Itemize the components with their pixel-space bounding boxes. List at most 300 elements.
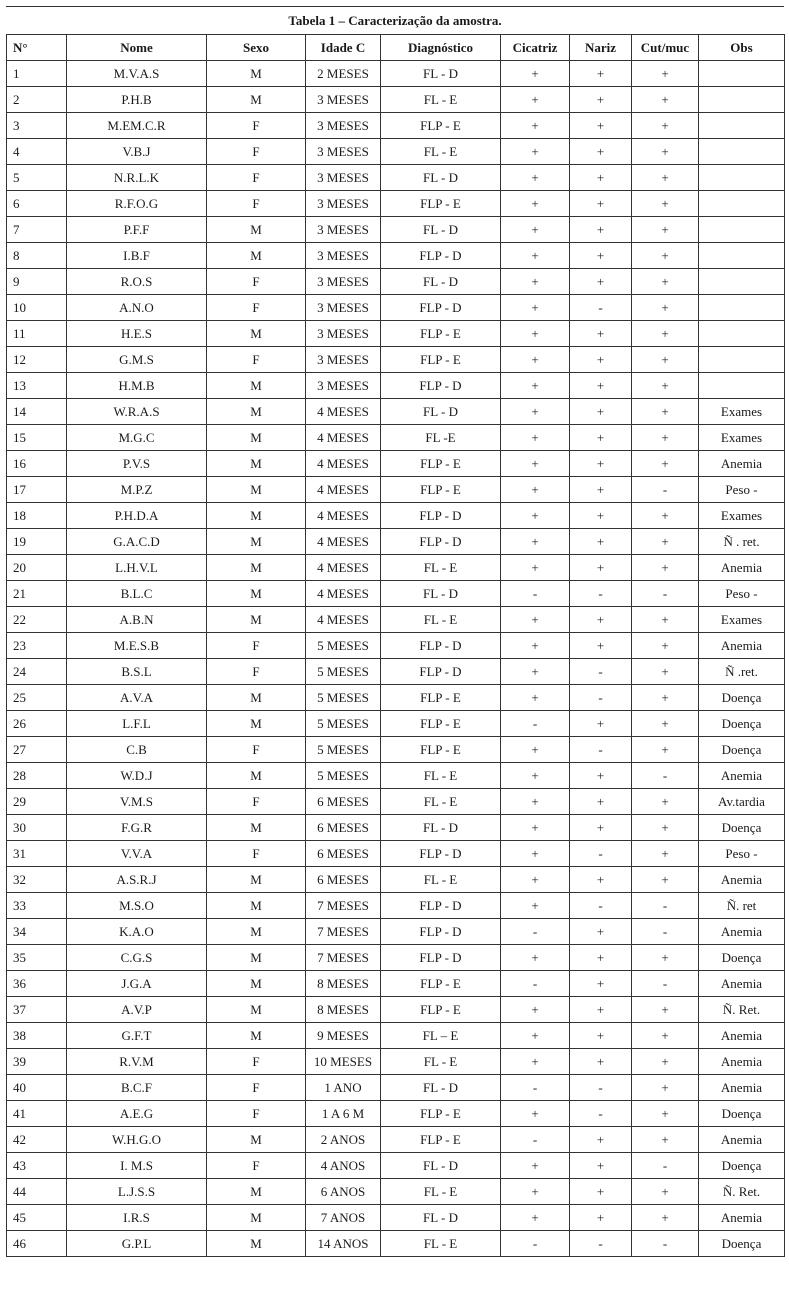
cell-diagnostico: FLP - E — [381, 191, 501, 217]
cell-idade: 7 ANOS — [306, 1205, 381, 1231]
cell-cicatriz: - — [501, 1075, 570, 1101]
cell-nome: W.R.A.S — [67, 399, 207, 425]
cell-diagnostico: FLP - E — [381, 685, 501, 711]
cell-nome: A.V.A — [67, 685, 207, 711]
cell-idade: 5 MESES — [306, 633, 381, 659]
cell-sexo: M — [207, 373, 306, 399]
cell-obs: Anemia — [699, 867, 785, 893]
table-row — [7, 1049, 785, 1075]
table-row — [7, 1205, 785, 1231]
cell-idade: 3 MESES — [306, 243, 381, 269]
cell-diagnostico: FLP - D — [381, 529, 501, 555]
cell-cicatriz: + — [501, 61, 570, 87]
cell-idade: 6 ANOS — [306, 1179, 381, 1205]
cell-cicatriz: + — [501, 243, 570, 269]
cell-cutmuc: + — [632, 529, 699, 555]
table-row — [7, 1101, 785, 1127]
cell-nome: G.P.L — [67, 1231, 207, 1257]
cell-obs: Anemia — [699, 1023, 785, 1049]
cell-cutmuc: + — [632, 295, 699, 321]
header-cell-cicatriz: Cicatriz — [501, 35, 570, 61]
cell-diagnostico: FL - E — [381, 867, 501, 893]
cell-nariz: + — [570, 425, 632, 451]
cell-sexo: M — [207, 997, 306, 1023]
cell-diagnostico: FLP - D — [381, 919, 501, 945]
cell-idade: 2 ANOS — [306, 1127, 381, 1153]
cell-nariz: - — [570, 1101, 632, 1127]
cell-cicatriz: + — [501, 425, 570, 451]
table-row — [7, 867, 785, 893]
cell-cicatriz: - — [501, 1127, 570, 1153]
cell-obs: Doença — [699, 711, 785, 737]
cell-nome: P.F.F — [67, 217, 207, 243]
cell-cutmuc: + — [632, 841, 699, 867]
cell-num: 20 — [7, 555, 67, 581]
table-row — [7, 295, 785, 321]
cell-idade: 4 ANOS — [306, 1153, 381, 1179]
cell-nariz: + — [570, 373, 632, 399]
cell-sexo: F — [207, 295, 306, 321]
cell-idade: 5 MESES — [306, 711, 381, 737]
cell-nome: P.H.B — [67, 87, 207, 113]
cell-diagnostico: FL - D — [381, 1153, 501, 1179]
table-row — [7, 87, 785, 113]
cell-cicatriz: + — [501, 867, 570, 893]
cell-diagnostico: FL - E — [381, 763, 501, 789]
cell-diagnostico: FLP - E — [381, 711, 501, 737]
cell-cicatriz: + — [501, 685, 570, 711]
cell-sexo: F — [207, 165, 306, 191]
cell-nome: C.B — [67, 737, 207, 763]
table-row — [7, 1075, 785, 1101]
cell-nariz: + — [570, 451, 632, 477]
cell-idade: 10 MESES — [306, 1049, 381, 1075]
cell-idade: 3 MESES — [306, 295, 381, 321]
cell-cicatriz: + — [501, 555, 570, 581]
cell-nome: L.J.S.S — [67, 1179, 207, 1205]
cell-sexo: M — [207, 893, 306, 919]
cell-diagnostico: FL - E — [381, 139, 501, 165]
cell-nome: V.B.J — [67, 139, 207, 165]
cell-obs: Peso - — [699, 477, 785, 503]
cell-obs — [699, 295, 785, 321]
cell-nome: M.G.C — [67, 425, 207, 451]
cell-sexo: M — [207, 243, 306, 269]
cell-nariz: + — [570, 61, 632, 87]
cell-idade: 3 MESES — [306, 269, 381, 295]
cell-num: 30 — [7, 815, 67, 841]
cell-cutmuc: + — [632, 399, 699, 425]
table-row — [7, 139, 785, 165]
cell-sexo: M — [207, 815, 306, 841]
cell-cicatriz: - — [501, 581, 570, 607]
cell-idade: 4 MESES — [306, 581, 381, 607]
cell-nariz: - — [570, 841, 632, 867]
cell-obs: Anemia — [699, 1205, 785, 1231]
cell-sexo: F — [207, 191, 306, 217]
cell-obs: Exames — [699, 399, 785, 425]
table-row — [7, 893, 785, 919]
cell-num: 16 — [7, 451, 67, 477]
cell-num: 7 — [7, 217, 67, 243]
cell-sexo: F — [207, 1075, 306, 1101]
table-row — [7, 815, 785, 841]
sample-table — [6, 34, 785, 1257]
cell-sexo: F — [207, 737, 306, 763]
header-cell-sexo: Sexo — [207, 35, 306, 61]
cell-sexo: F — [207, 139, 306, 165]
cell-nariz: + — [570, 1179, 632, 1205]
table-row — [7, 685, 785, 711]
cell-cutmuc: + — [632, 633, 699, 659]
cell-nome: C.G.S — [67, 945, 207, 971]
cell-nariz: + — [570, 347, 632, 373]
cell-cicatriz: + — [501, 113, 570, 139]
table-row — [7, 451, 785, 477]
cell-cicatriz: + — [501, 269, 570, 295]
cell-nome: M.S.O — [67, 893, 207, 919]
cell-num: 6 — [7, 191, 67, 217]
cell-idade: 4 MESES — [306, 529, 381, 555]
cell-obs: Exames — [699, 503, 785, 529]
cell-obs — [699, 321, 785, 347]
cell-nome: L.H.V.L — [67, 555, 207, 581]
table-row — [7, 1231, 785, 1257]
cell-cicatriz: + — [501, 347, 570, 373]
cell-nome: G.M.S — [67, 347, 207, 373]
table-row — [7, 347, 785, 373]
cell-sexo: M — [207, 503, 306, 529]
cell-obs — [699, 191, 785, 217]
cell-diagnostico: FLP - D — [381, 945, 501, 971]
cell-idade: 3 MESES — [306, 139, 381, 165]
cell-num: 5 — [7, 165, 67, 191]
cell-num: 39 — [7, 1049, 67, 1075]
cell-num: 33 — [7, 893, 67, 919]
table-row — [7, 607, 785, 633]
cell-idade: 4 MESES — [306, 451, 381, 477]
cell-nariz: + — [570, 1049, 632, 1075]
cell-diagnostico: FLP - E — [381, 477, 501, 503]
cell-cutmuc: - — [632, 477, 699, 503]
table-row — [7, 217, 785, 243]
cell-diagnostico: FL -E — [381, 425, 501, 451]
cell-cutmuc: + — [632, 1049, 699, 1075]
cell-nariz: + — [570, 321, 632, 347]
cell-nariz: + — [570, 217, 632, 243]
cell-num: 2 — [7, 87, 67, 113]
cell-cicatriz: + — [501, 737, 570, 763]
cell-obs: Ñ. Ret. — [699, 1179, 785, 1205]
cell-num: 1 — [7, 61, 67, 87]
cell-obs: Ñ. ret — [699, 893, 785, 919]
cell-cutmuc: - — [632, 919, 699, 945]
cell-idade: 4 MESES — [306, 399, 381, 425]
cell-cicatriz: - — [501, 971, 570, 997]
table-row — [7, 841, 785, 867]
cell-cicatriz: + — [501, 1023, 570, 1049]
cell-nome: A.B.N — [67, 607, 207, 633]
cell-cutmuc: + — [632, 607, 699, 633]
cell-obs: Doença — [699, 815, 785, 841]
cell-nariz: + — [570, 945, 632, 971]
cell-idade: 14 ANOS — [306, 1231, 381, 1257]
cell-sexo: M — [207, 529, 306, 555]
cell-nariz: - — [570, 659, 632, 685]
cell-cicatriz: + — [501, 503, 570, 529]
cell-nome: R.V.M — [67, 1049, 207, 1075]
table-row — [7, 191, 785, 217]
cell-cicatriz: + — [501, 789, 570, 815]
cell-obs: Exames — [699, 425, 785, 451]
cell-cutmuc: + — [632, 867, 699, 893]
cell-sexo: M — [207, 763, 306, 789]
cell-obs — [699, 373, 785, 399]
table-row — [7, 399, 785, 425]
cell-cutmuc: - — [632, 1231, 699, 1257]
cell-cutmuc: + — [632, 1075, 699, 1101]
cell-cutmuc: + — [632, 789, 699, 815]
cell-cicatriz: + — [501, 1179, 570, 1205]
cell-idade: 3 MESES — [306, 347, 381, 373]
cell-obs: Ñ . ret. — [699, 529, 785, 555]
cell-sexo: M — [207, 867, 306, 893]
cell-num: 21 — [7, 581, 67, 607]
table-row — [7, 373, 785, 399]
cell-num: 34 — [7, 919, 67, 945]
cell-nariz: + — [570, 1127, 632, 1153]
cell-cutmuc: + — [632, 997, 699, 1023]
cell-obs: Anemia — [699, 1127, 785, 1153]
cell-nome: A.V.P — [67, 997, 207, 1023]
table-row — [7, 633, 785, 659]
cell-cutmuc: + — [632, 347, 699, 373]
cell-idade: 3 MESES — [306, 87, 381, 113]
cell-sexo: M — [207, 61, 306, 87]
cell-num: 28 — [7, 763, 67, 789]
cell-num: 14 — [7, 399, 67, 425]
cell-obs — [699, 243, 785, 269]
table-row — [7, 503, 785, 529]
cell-idade: 6 MESES — [306, 789, 381, 815]
cell-sexo: M — [207, 477, 306, 503]
cell-idade: 6 MESES — [306, 867, 381, 893]
cell-num: 25 — [7, 685, 67, 711]
cell-num: 19 — [7, 529, 67, 555]
header-cell-nome: Nome — [67, 35, 207, 61]
cell-sexo: M — [207, 87, 306, 113]
cell-nariz: + — [570, 1205, 632, 1231]
cell-obs: Peso - — [699, 841, 785, 867]
table-body — [7, 61, 785, 1257]
cell-sexo: M — [207, 451, 306, 477]
cell-diagnostico: FL - E — [381, 789, 501, 815]
cell-cutmuc: + — [632, 711, 699, 737]
cell-obs — [699, 347, 785, 373]
cell-idade: 3 MESES — [306, 217, 381, 243]
cell-sexo: M — [207, 555, 306, 581]
cell-idade: 4 MESES — [306, 555, 381, 581]
cell-nariz: - — [570, 295, 632, 321]
cell-sexo: M — [207, 607, 306, 633]
cell-diagnostico: FL - D — [381, 1075, 501, 1101]
cell-idade: 5 MESES — [306, 685, 381, 711]
cell-nariz: + — [570, 815, 632, 841]
cell-num: 46 — [7, 1231, 67, 1257]
cell-diagnostico: FLP - D — [381, 633, 501, 659]
cell-num: 32 — [7, 867, 67, 893]
cell-cicatriz: + — [501, 1153, 570, 1179]
cell-nome: N.R.L.K — [67, 165, 207, 191]
cell-cutmuc: + — [632, 815, 699, 841]
cell-obs: Doença — [699, 1101, 785, 1127]
cell-nariz: + — [570, 1153, 632, 1179]
cell-obs: Ñ .ret. — [699, 659, 785, 685]
cell-nariz: + — [570, 919, 632, 945]
cell-cicatriz: + — [501, 87, 570, 113]
cell-nome: B.L.C — [67, 581, 207, 607]
table-container — [6, 6, 784, 1257]
table-row — [7, 61, 785, 87]
cell-nome: R.O.S — [67, 269, 207, 295]
cell-cutmuc: + — [632, 737, 699, 763]
cell-cutmuc: + — [632, 685, 699, 711]
cell-nariz: + — [570, 763, 632, 789]
cell-diagnostico: FLP - E — [381, 113, 501, 139]
cell-idade: 5 MESES — [306, 763, 381, 789]
cell-obs — [699, 139, 785, 165]
cell-cicatriz: + — [501, 399, 570, 425]
cell-obs: Av.tardia — [699, 789, 785, 815]
cell-nariz: - — [570, 685, 632, 711]
table-row — [7, 321, 785, 347]
cell-cutmuc: - — [632, 971, 699, 997]
cell-num: 24 — [7, 659, 67, 685]
cell-sexo: M — [207, 581, 306, 607]
table-row — [7, 477, 785, 503]
cell-num: 27 — [7, 737, 67, 763]
cell-nariz: + — [570, 477, 632, 503]
cell-sexo: M — [207, 1179, 306, 1205]
cell-cicatriz: - — [501, 711, 570, 737]
cell-obs: Anemia — [699, 1075, 785, 1101]
cell-cutmuc: + — [632, 61, 699, 87]
cell-num: 3 — [7, 113, 67, 139]
cell-obs: Anemia — [699, 1049, 785, 1075]
cell-obs: Anemia — [699, 971, 785, 997]
cell-diagnostico: FL - E — [381, 1231, 501, 1257]
cell-nome: M.E.S.B — [67, 633, 207, 659]
cell-cutmuc: + — [632, 87, 699, 113]
table-row — [7, 529, 785, 555]
cell-num: 12 — [7, 347, 67, 373]
cell-diagnostico: FLP - E — [381, 1127, 501, 1153]
cell-nome: A.E.G — [67, 1101, 207, 1127]
cell-nome: G.F.T — [67, 1023, 207, 1049]
cell-cicatriz: + — [501, 295, 570, 321]
header-cell-nariz: Nariz — [570, 35, 632, 61]
cell-idade: 4 MESES — [306, 477, 381, 503]
table-row — [7, 1179, 785, 1205]
header-cell-obs: Obs — [699, 35, 785, 61]
cell-sexo: F — [207, 347, 306, 373]
cell-sexo: F — [207, 1101, 306, 1127]
cell-cutmuc: + — [632, 1127, 699, 1153]
cell-obs: Doença — [699, 945, 785, 971]
cell-cutmuc: + — [632, 555, 699, 581]
cell-num: 15 — [7, 425, 67, 451]
cell-obs: Ñ. Ret. — [699, 997, 785, 1023]
cell-idade: 3 MESES — [306, 321, 381, 347]
table-caption: Tabela 1 – Caracterização da amostra. — [6, 6, 784, 34]
cell-nariz: + — [570, 789, 632, 815]
cell-nariz: + — [570, 399, 632, 425]
cell-cicatriz: + — [501, 1205, 570, 1231]
cell-nome: M.EM.C.R — [67, 113, 207, 139]
cell-diagnostico: FLP - D — [381, 295, 501, 321]
cell-nome: W.D.J — [67, 763, 207, 789]
cell-num: 43 — [7, 1153, 67, 1179]
table-row — [7, 1023, 785, 1049]
cell-obs: Anemia — [699, 451, 785, 477]
cell-nome: F.G.R — [67, 815, 207, 841]
cell-idade: 6 MESES — [306, 841, 381, 867]
cell-sexo: M — [207, 919, 306, 945]
cell-nariz: + — [570, 607, 632, 633]
cell-num: 26 — [7, 711, 67, 737]
cell-idade: 7 MESES — [306, 919, 381, 945]
cell-cutmuc: + — [632, 165, 699, 191]
cell-nome: G.A.C.D — [67, 529, 207, 555]
cell-nariz: + — [570, 997, 632, 1023]
cell-cutmuc: - — [632, 893, 699, 919]
cell-nome: P.V.S — [67, 451, 207, 477]
table-row — [7, 165, 785, 191]
cell-diagnostico: FLP - D — [381, 373, 501, 399]
cell-sexo: M — [207, 711, 306, 737]
cell-idade: 3 MESES — [306, 191, 381, 217]
cell-cicatriz: + — [501, 477, 570, 503]
cell-nome: B.C.F — [67, 1075, 207, 1101]
cell-idade: 3 MESES — [306, 165, 381, 191]
cell-sexo: M — [207, 1231, 306, 1257]
table-row — [7, 581, 785, 607]
cell-cutmuc: + — [632, 1179, 699, 1205]
cell-cutmuc: + — [632, 217, 699, 243]
table-row — [7, 763, 785, 789]
cell-diagnostico: FL - D — [381, 165, 501, 191]
cell-cicatriz: + — [501, 659, 570, 685]
cell-nariz: + — [570, 113, 632, 139]
cell-num: 8 — [7, 243, 67, 269]
cell-diagnostico: FL - E — [381, 87, 501, 113]
cell-idade: 3 MESES — [306, 113, 381, 139]
cell-cutmuc: + — [632, 1101, 699, 1127]
cell-cutmuc: + — [632, 373, 699, 399]
cell-nariz: - — [570, 581, 632, 607]
cell-obs: Anemia — [699, 555, 785, 581]
cell-diagnostico: FL - E — [381, 607, 501, 633]
cell-diagnostico: FL - E — [381, 1049, 501, 1075]
cell-cutmuc: + — [632, 321, 699, 347]
cell-diagnostico: FLP - D — [381, 841, 501, 867]
cell-cutmuc: + — [632, 1205, 699, 1231]
cell-sexo: M — [207, 321, 306, 347]
cell-nariz: - — [570, 1075, 632, 1101]
cell-nome: I.B.F — [67, 243, 207, 269]
cell-sexo: M — [207, 399, 306, 425]
cell-cutmuc: + — [632, 425, 699, 451]
